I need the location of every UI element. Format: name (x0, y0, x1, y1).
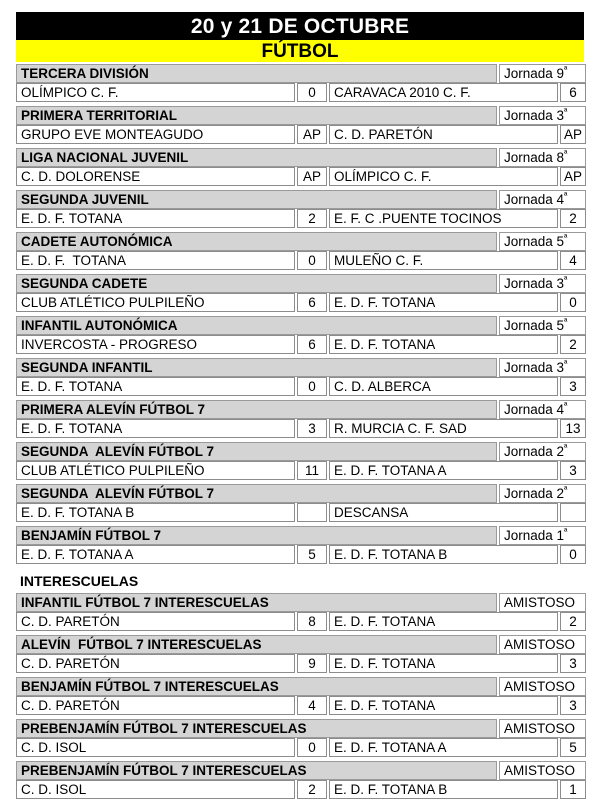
away-score: 0 (560, 545, 586, 564)
home-score: 3 (297, 419, 327, 438)
results-sections (16, 64, 584, 799)
date-banner: 20 y 21 DE OCTUBRE (16, 12, 584, 40)
away-score: 2 (560, 335, 586, 354)
category-header-row (16, 526, 584, 545)
category-name: LIGA NACIONAL JUVENIL (16, 148, 497, 167)
competition-block (16, 719, 584, 757)
round-label: AMISTOSO (499, 635, 586, 654)
category-header-row (16, 761, 584, 780)
home-score: 2 (297, 780, 327, 799)
home-team-name: C. D. ISOL (16, 780, 295, 799)
match-row (16, 612, 584, 631)
away-team-name: E. D. F. TOTANA B (329, 545, 558, 564)
round-label: Jornada $4^ª$ (499, 190, 586, 209)
away-team-name: E. D. F. TOTANA A (329, 461, 558, 480)
competition-block (16, 593, 584, 631)
round-label: Jornada $5^ª$ (499, 232, 586, 251)
category-name: PREBENJAMÍN FÚTBOL 7 INTERESCUELAS (16, 719, 497, 738)
category-header-row (16, 442, 584, 461)
away-score: 3 (560, 696, 586, 715)
competition-block (16, 64, 584, 102)
category-name: INFANTIL FÚTBOL 7 INTERESCUELAS (16, 593, 497, 612)
category-header-row (16, 677, 584, 696)
away-score: 5 (560, 738, 586, 757)
away-score: 1 (560, 780, 586, 799)
match-row (16, 335, 584, 354)
home-team-name: C. D. PARETÓN (16, 612, 295, 631)
category-header-row (16, 719, 584, 738)
section-label: INTERESCUELAS (20, 573, 139, 589)
away-team-name: E. D. F. TOTANA (329, 696, 558, 715)
round-label: Jornada $1^ª$ (499, 526, 586, 545)
away-score: 3 (560, 377, 586, 396)
competition-block (16, 106, 584, 144)
away-score: 3 (560, 461, 586, 480)
away-team-name: C. D. ALBERCA (329, 377, 558, 396)
round-label: Jornada $5^ª$ (499, 316, 586, 335)
away-team-name: E. D. F. TOTANA (329, 293, 558, 312)
home-score: 0 (297, 83, 327, 102)
category-name: SEGUNDA JUVENIL (16, 190, 497, 209)
round-label: AMISTOSO (499, 677, 586, 696)
match-row (16, 209, 584, 228)
away-team-name: E. D. F. TOTANA A (329, 738, 558, 757)
ordinal-indicator: ª (564, 274, 568, 285)
home-team-name: CLUB ATLÉTICO PULPILEÑO (16, 293, 295, 312)
competition-block (16, 274, 584, 312)
away-score: AP (560, 125, 586, 144)
category-name: BENJAMÍN FÚTBOL 7 (16, 526, 497, 545)
away-team-name: OLÍMPICO C. F. (329, 167, 558, 186)
away-team-name: R. MURCIA C. F. SAD (329, 419, 558, 438)
match-row (16, 545, 584, 564)
ordinal-indicator: ª (564, 358, 568, 369)
competition-block (16, 761, 584, 799)
category-name: CADETE AUTONÓMICA (16, 232, 497, 251)
round-label: Jornada $2^ª$ (499, 442, 586, 461)
ordinal-indicator: ª (564, 190, 568, 201)
home-score: 9 (297, 654, 327, 673)
category-header-row (16, 148, 584, 167)
match-row (16, 461, 584, 480)
away-score (560, 503, 586, 522)
category-header-row (16, 232, 584, 251)
away-team-name: CARAVACA 2010 C. F. (329, 83, 558, 102)
home-score: 0 (297, 251, 327, 270)
away-score: 2 (560, 612, 586, 631)
home-team-name: C. D. PARETÓN (16, 696, 295, 715)
category-name: PREBENJAMÍN FÚTBOL 7 INTERESCUELAS (16, 761, 497, 780)
category-header-row (16, 64, 584, 83)
away-team-name: MULEÑO C. F. (329, 251, 558, 270)
home-team-name: E. D. F. TOTANA (16, 377, 295, 396)
match-row (16, 125, 584, 144)
match-row (16, 503, 584, 522)
match-row (16, 780, 584, 799)
away-team-name: C. D. PARETÓN (329, 125, 558, 144)
away-score: 4 (560, 251, 586, 270)
home-team-name: CLUB ATLÉTICO PULPILEÑO (16, 461, 295, 480)
round-label: Jornada $8^ª$ (499, 148, 586, 167)
competition-block (16, 635, 584, 673)
category-header-row (16, 358, 584, 377)
round-label: Jornada $4^ª$ (499, 400, 586, 419)
away-score: 3 (560, 654, 586, 673)
home-score: 6 (297, 335, 327, 354)
home-team-name: E. D. F. TOTANA (16, 209, 295, 228)
competition-block (16, 358, 584, 396)
away-team-name: E. D. F. TOTANA B (329, 780, 558, 799)
away-team-name: E. D. F. TOTANA (329, 654, 558, 673)
round-label: AMISTOSO (499, 593, 586, 612)
ordinal-indicator: ª (564, 232, 568, 243)
category-name: PRIMERA TERRITORIAL (16, 106, 497, 125)
category-header-row (16, 106, 584, 125)
away-team-name: E. D. F. TOTANA (329, 335, 558, 354)
home-team-name: C. D. PARETÓN (16, 654, 295, 673)
round-label: Jornada $9^ª$ (499, 64, 586, 83)
away-score: 0 (560, 293, 586, 312)
match-row (16, 167, 584, 186)
category-header-row (16, 400, 584, 419)
category-name: SEGUNDA ALEVÍN FÚTBOL 7 (16, 484, 497, 503)
category-name: SEGUNDA INFANTIL (16, 358, 497, 377)
round-label: Jornada $3^ª$ (499, 358, 586, 377)
match-row (16, 83, 584, 102)
category-header-row (16, 484, 584, 503)
away-team-name: E. D. F. TOTANA (329, 612, 558, 631)
away-team-name: DESCANSA (329, 503, 558, 522)
away-team-name: E. F. C .PUENTE TOCINOS (329, 209, 558, 228)
competition-block (16, 526, 584, 564)
competition-block (16, 316, 584, 354)
ordinal-indicator: ª (564, 484, 568, 495)
category-header-row (16, 274, 584, 293)
match-row (16, 377, 584, 396)
home-team-name: INVERCOSTA - PROGRESO (16, 335, 295, 354)
home-score: AP (297, 125, 327, 144)
round-label: Jornada $3^ª$ (499, 106, 586, 125)
match-row (16, 293, 584, 312)
category-name: SEGUNDA ALEVÍN FÚTBOL 7 (16, 442, 497, 461)
category-name: BENJAMÍN FÚTBOL 7 INTERESCUELAS (16, 677, 497, 696)
home-team-name: OLÍMPICO C. F. (16, 83, 295, 102)
round-label: Jornada $3^ª$ (499, 274, 586, 293)
home-score: 11 (297, 461, 327, 480)
away-score: 13 (560, 419, 586, 438)
ordinal-indicator: ª (564, 442, 568, 453)
sport-banner: FÚTBOL (16, 40, 584, 62)
ordinal-indicator: ª (564, 64, 568, 75)
match-row (16, 251, 584, 270)
competition-block (16, 400, 584, 438)
category-header-row (16, 316, 584, 335)
home-team-name: E. D. F. TOTANA (16, 419, 295, 438)
ordinal-indicator: ª (564, 106, 568, 117)
category-name: ALEVÍN FÚTBOL 7 INTERESCUELAS (16, 635, 497, 654)
ordinal-indicator: ª (564, 148, 568, 159)
match-row (16, 419, 584, 438)
home-team-name: C. D. ISOL (16, 738, 295, 757)
category-name: PRIMERA ALEVÍN FÚTBOL 7 (16, 400, 497, 419)
home-score: 5 (297, 545, 327, 564)
home-team-name: GRUPO EVE MONTEAGUDO (16, 125, 295, 144)
home-score: 0 (297, 738, 327, 757)
home-score: 2 (297, 209, 327, 228)
away-score: 2 (560, 209, 586, 228)
ordinal-indicator: ª (564, 316, 568, 327)
home-score: 8 (297, 612, 327, 631)
home-team-name: C. D. DOLORENSE (16, 167, 295, 186)
home-score: 6 (297, 293, 327, 312)
competition-block (16, 148, 584, 186)
match-row (16, 738, 584, 757)
home-score: AP (297, 167, 327, 186)
category-name: INFANTIL AUTONÓMICA (16, 316, 497, 335)
competition-block (16, 232, 584, 270)
home-team-name: E. D. F. TOTANA B (16, 503, 295, 522)
home-score: 0 (297, 377, 327, 396)
home-score (297, 503, 327, 522)
category-header-row (16, 593, 584, 612)
home-score: 4 (297, 696, 327, 715)
home-team-name: E. D. F. TOTANA A (16, 545, 295, 564)
competition-block (16, 484, 584, 522)
match-row (16, 696, 584, 715)
round-label: AMISTOSO (499, 761, 586, 780)
category-header-row (16, 190, 584, 209)
ordinal-indicator: ª (564, 526, 568, 537)
category-header-row (16, 635, 584, 654)
away-score: AP (560, 167, 586, 186)
category-name: TERCERA DIVISIÓN (16, 64, 497, 83)
competition-block (16, 677, 584, 715)
category-name: SEGUNDA CADETE (16, 274, 497, 293)
round-label: AMISTOSO (499, 719, 586, 738)
match-row (16, 654, 584, 673)
round-label: Jornada $2^ª$ (499, 484, 586, 503)
competition-block (16, 442, 584, 480)
competition-block (16, 190, 584, 228)
away-score: 6 (560, 83, 586, 102)
ordinal-indicator: ª (564, 400, 568, 411)
home-team-name: E. D. F. TOTANA (16, 251, 295, 270)
